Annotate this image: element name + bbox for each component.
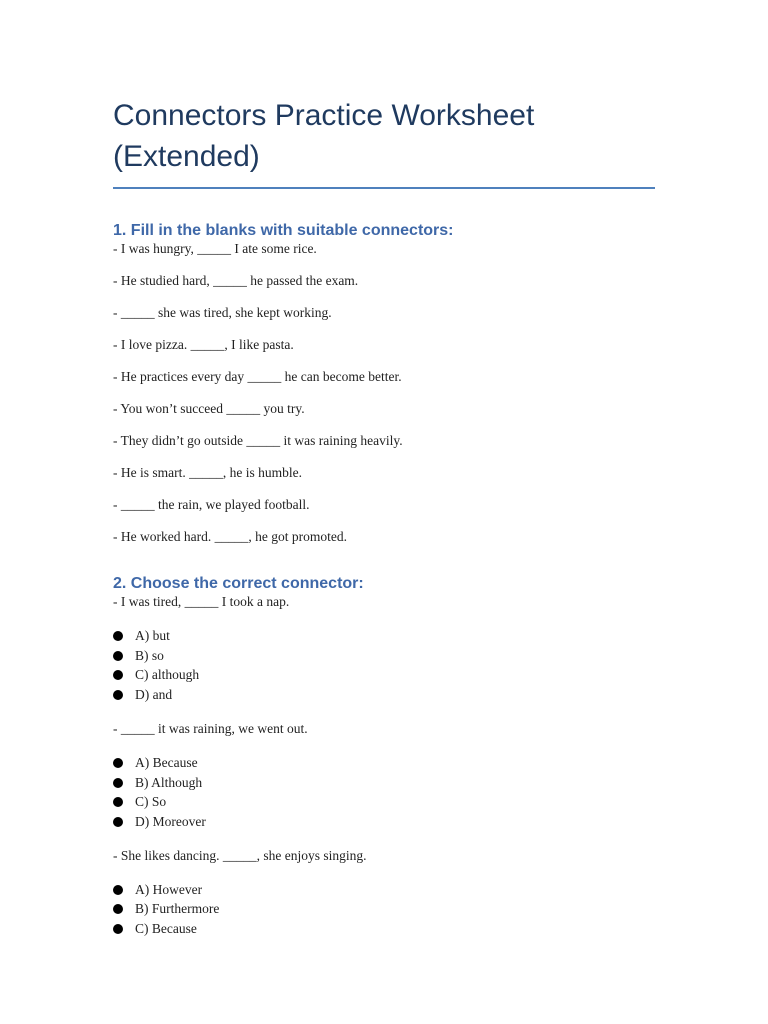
bullet-icon [113, 651, 123, 661]
option-label: A) However [135, 881, 203, 897]
bullet-icon [113, 631, 123, 641]
question-2-options [113, 753, 658, 832]
bullet-icon [113, 817, 123, 827]
fill-item-2: - He studied hard, _____ he passed the exam. [113, 273, 359, 288]
option-item [113, 899, 658, 919]
bullet-icon [113, 885, 123, 895]
bullet-icon [113, 758, 123, 768]
option-label: C) Because [135, 921, 197, 937]
question-3-options [113, 880, 658, 939]
fill-item-7: - They didn’t go outside _____ it was raining heavily. [113, 433, 403, 448]
title-line-1: Connectors Practice Worksheet [113, 99, 535, 132]
bullet-icon [113, 670, 123, 680]
option-item [113, 626, 658, 646]
option-item [113, 665, 658, 685]
fill-item-10: - He worked hard. _____, he got promoted. [113, 529, 347, 544]
worksheet-page [113, 95, 658, 955]
section-1-heading: 1. Fill in the blanks with suitable connectors: [113, 222, 454, 239]
question-2-stem: - _____ it was raining, we went out. [113, 720, 308, 736]
bullet-icon [113, 904, 123, 914]
option-item [113, 753, 658, 773]
option-item [113, 646, 658, 666]
bullet-icon [113, 924, 123, 934]
question-3-stem: - She likes dancing. _____, she enjoys singing. [113, 847, 367, 863]
option-label: A) but [135, 628, 170, 643]
fill-item-8: - He is smart. _____, he is humble. [113, 465, 302, 480]
bullet-icon [113, 690, 123, 700]
title-divider [113, 187, 655, 189]
option-item [113, 685, 658, 705]
fill-item-3: - _____ she was tired, she kept working. [113, 305, 332, 320]
fill-item-4: - I love pizza. _____, I like pasta. [113, 337, 294, 352]
option-label: C) So [135, 794, 167, 810]
option-label: B) Furthermore [135, 901, 220, 917]
bullet-icon [113, 778, 123, 788]
fill-in-list [113, 241, 658, 545]
bullet-icon [113, 797, 123, 807]
option-label: D) and [135, 687, 173, 703]
option-item [113, 919, 658, 939]
title-line-2: (Extended) [113, 140, 260, 173]
option-label: B) so [135, 647, 164, 663]
fill-item-5: - He practices every day _____ he can become better. [113, 369, 402, 384]
fill-item-9: - _____ the rain, we played football. [113, 497, 310, 512]
option-item [113, 812, 658, 832]
page-title [113, 95, 658, 177]
option-label: C) although [135, 667, 200, 683]
option-item [113, 773, 658, 793]
option-label: D) Moreover [135, 813, 206, 829]
option-item [113, 880, 658, 900]
question-1-options [113, 626, 658, 705]
fill-item-6: - You won’t succeed _____ you try. [113, 401, 305, 416]
section-2-heading: 2. Choose the correct connector: [113, 575, 364, 592]
option-label: A) Because [135, 754, 198, 770]
option-label: B) Although [135, 774, 203, 790]
fill-item-1: - I was hungry, _____ I ate some rice. [113, 241, 317, 256]
question-1-stem: - I was tired, _____ I took a nap. [113, 594, 290, 609]
option-item [113, 792, 658, 812]
